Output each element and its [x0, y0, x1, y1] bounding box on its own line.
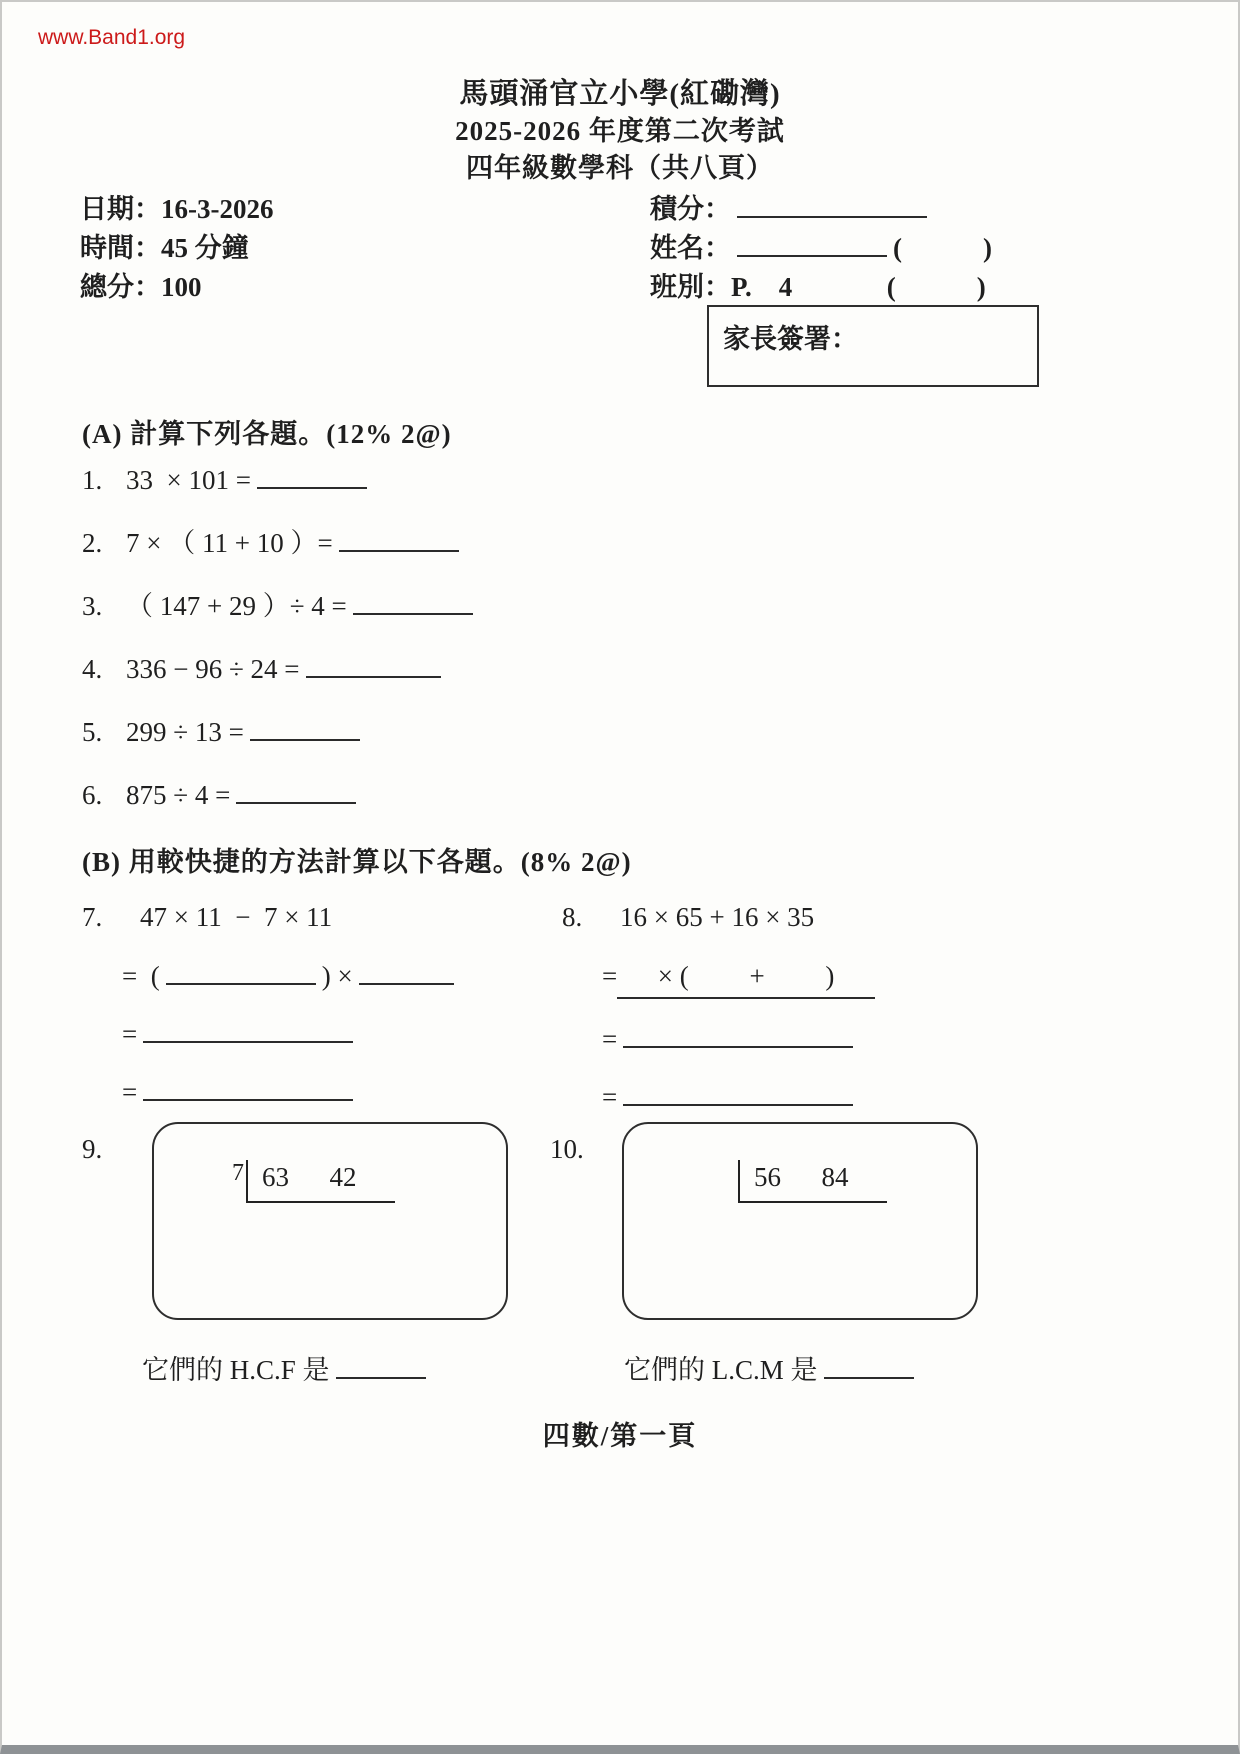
answer-blank: [250, 739, 360, 741]
exam-info-right: [650, 190, 1023, 307]
exam-header: [2, 76, 1238, 187]
question-7-step-3: [82, 1074, 460, 1110]
question-7-step-1: [82, 958, 460, 994]
work-blank: [623, 1104, 853, 1106]
total-line: 總分：100: [80, 272, 202, 302]
hcf-work-box: [152, 1122, 508, 1320]
divisor: 7: [232, 1160, 244, 1186]
question-expression: 299 ÷ 13 =: [126, 717, 244, 747]
lcm-work-box: [622, 1122, 978, 1320]
question-7-head: [82, 898, 460, 936]
question-8-step-3: [562, 1079, 875, 1115]
question-expression: 7 × （ 11 + 10 ）=: [126, 528, 333, 558]
factored-form-blank: × ( + ): [617, 958, 875, 999]
answer-blank: [353, 613, 473, 615]
work-blank: [166, 983, 316, 985]
question-number: 3.: [82, 591, 103, 621]
answer-blank: [257, 487, 367, 489]
question-number: 8.: [562, 902, 583, 932]
question-7: [82, 898, 460, 1110]
score-line: [650, 190, 1023, 229]
question-3: [82, 588, 479, 624]
score-label: 積分：: [650, 194, 731, 224]
class-line: [650, 268, 1023, 307]
question-5: [82, 714, 479, 750]
name-label: 姓名：: [650, 233, 731, 263]
equals-sign: =: [602, 961, 618, 991]
school-title: 馬頭涌官立小學(紅磡灣): [459, 78, 781, 110]
lcm-answer-blank: [824, 1377, 914, 1379]
question-expression: 875 ÷ 4 =: [126, 780, 231, 810]
hcf-answer-blank: [336, 1377, 426, 1379]
question-number: 2.: [82, 528, 103, 558]
question-number: 7.: [82, 902, 103, 932]
answer-blank: [339, 550, 459, 552]
question-expression: 336 − 96 ÷ 24 =: [126, 654, 300, 684]
equals-sign: =: [122, 1019, 138, 1049]
short-division-9: [232, 1160, 395, 1203]
page-footer: 四數/第一頁: [542, 1421, 698, 1451]
question-8-head: [562, 898, 875, 936]
question-number: 5.: [82, 717, 103, 747]
question-number: 6.: [82, 780, 103, 810]
time-line: 時間：45 分鐘: [80, 233, 249, 263]
question-expression: 47 × 11 − 7 × 11: [140, 902, 333, 932]
class-value: P. 4 ( ): [731, 268, 1023, 312]
close-paren-times: ) ×: [321, 961, 353, 991]
name-paren: ( ): [893, 233, 992, 263]
question-8-step-2: [562, 1021, 875, 1057]
parent-signature-box: [707, 305, 1039, 387]
question-expression: 16 × 65 + 16 × 35: [620, 902, 815, 932]
section-b-title: (B) 用較快捷的方法計算以下各題。(8% 2@): [82, 847, 632, 877]
section-a-questions: [82, 462, 479, 840]
question-number: 4.: [82, 654, 103, 684]
question-2: [82, 525, 479, 561]
exam-info-left: [80, 190, 273, 307]
question-10-number: 10.: [550, 1134, 584, 1164]
watermark-url: www.Band1.org: [38, 26, 186, 49]
work-blank: [623, 1046, 853, 1048]
equals-sign: =: [122, 1077, 138, 1107]
equals-sign: =: [602, 1024, 618, 1054]
question-1: [82, 462, 479, 498]
question-7-step-2: [82, 1016, 460, 1052]
name-blank: [737, 255, 887, 257]
short-division-10: [736, 1160, 887, 1203]
work-blank: [143, 1041, 353, 1043]
parent-signature-label: 家長簽署：: [723, 324, 858, 354]
section-a-title: (A) 計算下列各題。(12% 2@): [82, 419, 452, 449]
answer-blank: [236, 802, 356, 804]
question-8: [562, 898, 875, 1115]
hcf-caption-line: [142, 1348, 432, 1387]
name-line: [650, 229, 1023, 268]
lcm-caption: 它們的 L.C.M 是: [624, 1355, 818, 1385]
question-expression: （ 147 + 29 ）÷ 4 =: [126, 591, 347, 621]
question-9-number: 9.: [82, 1134, 103, 1164]
equals-sign: =: [602, 1082, 618, 1112]
question-number: 1.: [82, 465, 103, 495]
hcf-caption: 它們的 H.C.F 是: [142, 1355, 330, 1385]
question-expression: 33 × 101 =: [126, 465, 251, 495]
dividends: 56 84: [738, 1160, 887, 1203]
work-blank: [143, 1099, 353, 1101]
score-blank: [737, 216, 927, 218]
question-8-step-1: [562, 958, 875, 999]
work-blank: [359, 983, 454, 985]
question-6: [82, 777, 479, 813]
question-4: [82, 651, 479, 687]
answer-blank: [306, 676, 441, 678]
subject-title: 四年級數學科（共八頁）: [466, 153, 774, 183]
exam-title: 2025-2026 年度第二次考試: [455, 116, 785, 146]
class-label: 班別：: [650, 272, 731, 302]
date-line: 日期：16-3-2026: [80, 194, 274, 224]
lcm-caption-line: [624, 1348, 920, 1387]
equals-open-paren: = (: [122, 961, 160, 991]
dividends: 63 42: [246, 1160, 395, 1203]
